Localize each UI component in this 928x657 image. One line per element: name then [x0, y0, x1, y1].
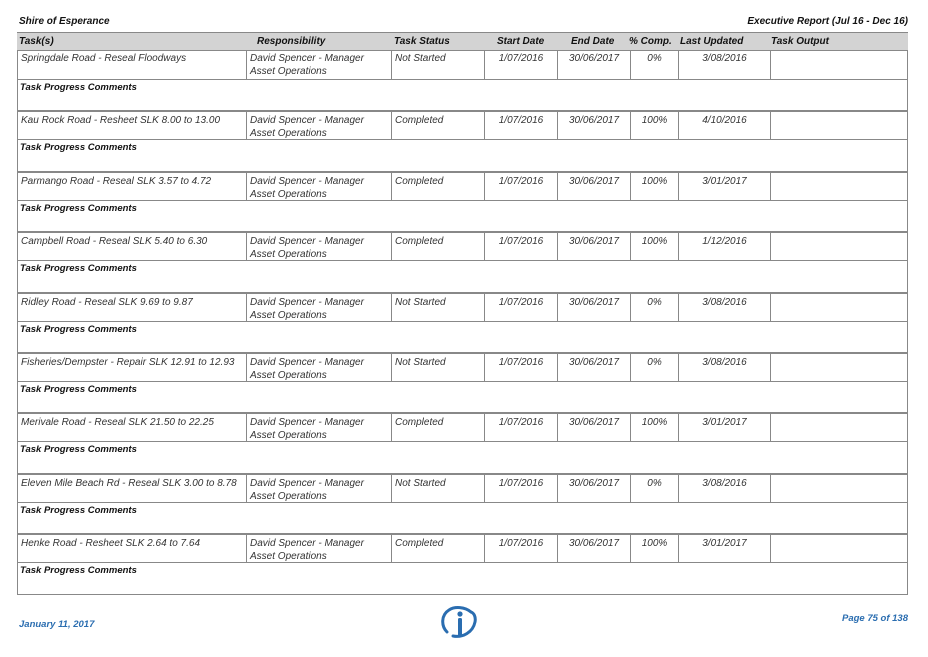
task-status: Not Started [391, 354, 484, 381]
responsibility-unit: Asset Operations [250, 66, 327, 77]
footer-date: January 11, 2017 [19, 619, 95, 630]
responsibility [246, 112, 391, 139]
col-status: Task Status [394, 36, 450, 47]
start-date: 1/07/2016 [484, 50, 557, 79]
responsibility-person: David Spencer - Manager [250, 115, 364, 127]
comments-label: Task Progress Comments [20, 504, 137, 516]
task-status: Completed [391, 233, 484, 260]
task-status: Not Started [391, 50, 484, 79]
end-date: 30/06/2017 [557, 50, 630, 79]
start-date: 1/07/2016 [484, 354, 557, 381]
last-updated: 3/08/2016 [678, 354, 770, 381]
start-date: 1/07/2016 [484, 294, 557, 321]
task-output [770, 535, 907, 562]
percent-complete: 100% [630, 112, 678, 139]
percent-complete: 0% [630, 294, 678, 321]
task-output [770, 50, 907, 79]
task-record [17, 171, 908, 231]
task-output [770, 414, 907, 441]
percent-complete: 100% [630, 535, 678, 562]
responsibility-unit: Asset Operations [250, 490, 327, 502]
table-row [17, 352, 908, 381]
task-table [17, 50, 908, 594]
table-bottom-border [17, 594, 908, 595]
col-start-date: Start Date [497, 36, 545, 47]
last-updated: 4/10/2016 [678, 112, 770, 139]
end-date: 30/06/2017 [557, 414, 630, 441]
task-status: Completed [391, 173, 484, 200]
responsibility-unit: Asset Operations [250, 369, 327, 381]
responsibility-person: David Spencer - Manager [250, 356, 364, 368]
task-name: Ridley Road - Reseal SLK 9.69 to 9.87 [21, 296, 193, 308]
responsibility [246, 294, 391, 321]
task-name: Parmango Road - Reseal SLK 3.57 to 4.72 [21, 175, 212, 187]
percent-complete: 100% [630, 233, 678, 260]
responsibility-person: David Spencer - Manager [250, 417, 364, 429]
start-date: 1/07/2016 [484, 112, 557, 139]
end-date: 30/06/2017 [557, 535, 630, 562]
task-progress-comments [17, 321, 908, 352]
table-row [17, 50, 908, 79]
task-output [770, 354, 907, 381]
percent-complete: 0% [630, 354, 678, 381]
responsibility [246, 50, 391, 79]
table-row [17, 110, 908, 139]
task-record [17, 412, 908, 472]
task-name: Merivale Road - Reseal SLK 21.50 to 22.25 [21, 417, 214, 429]
task-status: Not Started [391, 475, 484, 502]
end-date: 30/06/2017 [557, 233, 630, 260]
task-progress-comments [17, 200, 908, 231]
col-percent-complete: % Comp. [629, 36, 672, 47]
col-responsibility: Responsibility [257, 36, 326, 47]
start-date: 1/07/2016 [484, 535, 557, 562]
last-updated: 3/08/2016 [678, 50, 770, 79]
responsibility-unit: Asset Operations [250, 128, 327, 140]
task-name: Eleven Mile Beach Rd - Reseal SLK 3.00 to 8.78 [21, 477, 237, 489]
task-output [770, 233, 907, 260]
responsibility [246, 354, 391, 381]
task-record [17, 533, 908, 593]
last-updated: 3/01/2017 [678, 535, 770, 562]
responsibility-person: David Spencer - Manager [250, 477, 364, 489]
start-date: 1/07/2016 [484, 475, 557, 502]
last-updated: 3/01/2017 [678, 173, 770, 200]
task-name: Fisheries/Dempster - Repair SLK 12.91 to 12.93 [21, 356, 235, 368]
last-updated: 3/01/2017 [678, 414, 770, 441]
last-updated: 3/08/2016 [678, 294, 770, 321]
percent-complete: 0% [630, 475, 678, 502]
responsibility [246, 475, 391, 502]
task-progress-comments [17, 79, 908, 110]
table-row [17, 533, 908, 562]
task-progress-comments [17, 260, 908, 291]
end-date: 30/06/2017 [557, 173, 630, 200]
responsibility-unit: Asset Operations [250, 249, 327, 261]
responsibility [246, 535, 391, 562]
col-task-output: Task Output [771, 36, 829, 47]
responsibility-person: David Spencer - Manager [250, 53, 364, 64]
task-progress-comments [17, 381, 908, 412]
end-date: 30/06/2017 [557, 112, 630, 139]
comments-label: Task Progress Comments [20, 444, 137, 456]
percent-complete: 100% [630, 414, 678, 441]
col-last-updated: Last Updated [680, 36, 744, 47]
responsibility [246, 414, 391, 441]
task-record [17, 473, 908, 533]
task-output [770, 112, 907, 139]
task-status: Completed [391, 112, 484, 139]
table-header [17, 32, 908, 51]
task-progress-comments [17, 441, 908, 472]
start-date: 1/07/2016 [484, 173, 557, 200]
comments-label: Task Progress Comments [20, 323, 137, 335]
task-status: Not Started [391, 294, 484, 321]
task-progress-comments [17, 502, 908, 533]
start-date: 1/07/2016 [484, 233, 557, 260]
last-updated: 1/12/2016 [678, 233, 770, 260]
responsibility-unit: Asset Operations [250, 309, 327, 321]
start-date: 1/07/2016 [484, 414, 557, 441]
task-record [17, 352, 908, 412]
task-output [770, 173, 907, 200]
task-name: Kau Rock Road - Resheet SLK 8.00 to 13.00 [21, 115, 221, 127]
shire-logo-icon [439, 606, 479, 638]
table-row [17, 292, 908, 321]
responsibility-person: David Spencer - Manager [250, 538, 364, 550]
responsibility-person: David Spencer - Manager [250, 296, 364, 308]
responsibility [246, 173, 391, 200]
table-row [17, 231, 908, 260]
table-row [17, 412, 908, 441]
responsibility-person: David Spencer - Manager [250, 175, 364, 187]
last-updated: 3/08/2016 [678, 475, 770, 502]
col-end-date: End Date [571, 36, 615, 47]
comments-label: Task Progress Comments [20, 142, 137, 154]
col-task: Task(s) [19, 36, 54, 47]
page-number: Page 75 of 138 [841, 613, 908, 624]
responsibility-unit: Asset Operations [250, 188, 327, 200]
table-row [17, 473, 908, 502]
comments-label: Task Progress Comments [20, 565, 137, 577]
responsibility-unit: Asset Operations [250, 551, 327, 563]
task-progress-comments [17, 562, 908, 593]
percent-complete: 100% [630, 173, 678, 200]
task-name: Campbell Road - Reseal SLK 5.40 to 6.30 [21, 236, 208, 248]
responsibility [246, 233, 391, 260]
responsibility-unit: Asset Operations [250, 430, 327, 442]
task-output [770, 294, 907, 321]
task-record [17, 110, 908, 170]
task-progress-comments [17, 139, 908, 170]
task-name: Springdale Road - Reseal Floodways [21, 53, 187, 64]
end-date: 30/06/2017 [557, 294, 630, 321]
comments-label: Task Progress Comments [20, 263, 137, 275]
task-name: Henke Road - Resheet SLK 2.64 to 7.64 [21, 538, 201, 550]
comments-label: Task Progress Comments [20, 82, 137, 93]
end-date: 30/06/2017 [557, 475, 630, 502]
task-record [17, 50, 908, 110]
report-title: Executive Report (Jul 16 - Dec 16) [747, 16, 908, 27]
responsibility-person: David Spencer - Manager [250, 236, 364, 248]
task-output [770, 475, 907, 502]
comments-label: Task Progress Comments [20, 202, 137, 214]
task-record [17, 231, 908, 291]
task-status: Completed [391, 535, 484, 562]
end-date: 30/06/2017 [557, 354, 630, 381]
task-status: Completed [391, 414, 484, 441]
organization-name: Shire of Esperance [19, 16, 110, 27]
task-record [17, 292, 908, 352]
comments-label: Task Progress Comments [20, 383, 137, 395]
percent-complete: 0% [630, 50, 678, 79]
table-row [17, 171, 908, 200]
